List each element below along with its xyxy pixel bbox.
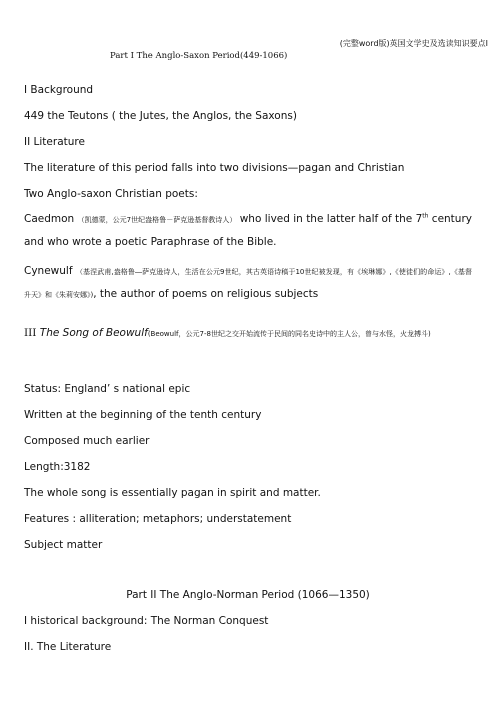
caedmon-name: Caedmon (24, 213, 75, 225)
written-line: Written at the beginning of the tenth century (24, 409, 262, 421)
cynewulf-text: , the author of poems on religious subjects (93, 288, 319, 300)
cynewulf-name: Cynewulf (24, 265, 73, 277)
caedmon-text-b: century and who wrote a poetic Paraphrase of the Bible. (24, 213, 472, 248)
caedmon-chinese-note: （凯德蒙，公元7世纪盎格鲁－萨克逊基督教诗人） (77, 216, 237, 224)
part-two-literature-heading: II. The Literature (24, 641, 112, 653)
caedmon-text-a: who lived in the latter half of the 7 (239, 213, 423, 225)
length-line: Length:3182 (24, 461, 91, 473)
cynewulf-paragraph (24, 260, 472, 306)
composed-line: Composed much earlier (24, 435, 150, 447)
literature-text: The literature of this period falls into two divisions—pagan and Christian (24, 162, 405, 174)
caedmon-superscript: th (422, 212, 429, 220)
beowulf-title: The Song of Beowulf (39, 327, 148, 339)
features-line: Features : alliteration; metaphors; understatement (24, 513, 292, 525)
beowulf-heading (24, 322, 472, 345)
part-one-title: Part I The Anglo-Saxon Period(449-1066) (110, 51, 288, 61)
pagan-line: The whole song is essentially pagan in spirit and matter. (24, 487, 321, 499)
background-heading: I Background (24, 84, 94, 96)
literature-heading: II Literature (24, 136, 85, 148)
status-line: Status: England’ s national epic (24, 383, 191, 395)
beowulf-numeral: III (24, 327, 37, 339)
cynewulf-chinese-note: （基涅武甫,盎格鲁―萨克逊诗人，生活在公元9世纪，其古英语诗稿于10世纪被发现，有《埃琳娜》,《使徒们的命运》,《基督升天》和《朱莉安娜》) (24, 268, 472, 299)
caedmon-paragraph (24, 208, 472, 253)
historical-background-line: I historical background: The Norman Conquest (24, 615, 269, 627)
beowulf-chinese-note: (Beowulf，公元7-8世纪之交开始流传于民间的同名史诗中的主人公，曾与水怪，火龙搏斗) (147, 330, 431, 338)
part-two-title: Part II The Anglo-Norman Period (1066—1350) (126, 589, 370, 601)
poets-heading: Two Anglo-saxon Christian poets: (24, 188, 198, 200)
subject-line: Subject matter (24, 539, 103, 551)
background-text: 449 the Teutons ( the Jutes, the Anglos, the Saxons) (24, 110, 297, 122)
document-header: (完整word版)英国文学史及选读知识要点I (339, 39, 488, 48)
